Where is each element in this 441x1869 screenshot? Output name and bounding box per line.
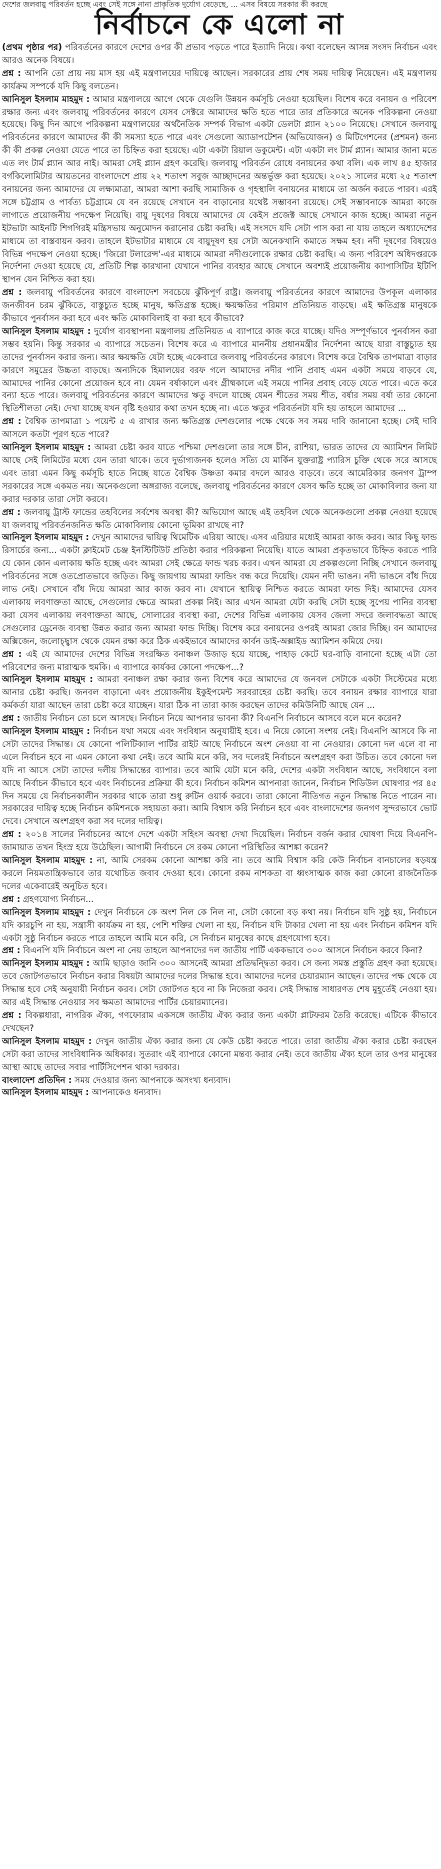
paragraph-text: জলবায়ু ট্রাস্ট ফান্ডের তহবিলের সর্বশেষ অবস্থা কী? অভিযোগ আছে এই তহবিল থেকে অনেকগুলো প্রকল্প নেওয়া হয়েছে যা জলবায়ু পরিবর্তনজনিত ক্ষতি মোকাবিলায় কোনো ভূমিকা রাখছে না? [2, 507, 437, 531]
paragraph-text: জাতীয় নির্বাচন তো চলে আসছে। নির্বাচন নিয়ে আপনার ভাবনা কী? বিএনপি নির্বাচনে আসবে বলে মনে করেন? [23, 714, 402, 725]
paragraph-text: নির্বাচন যথা সময়ে এবং সংবিধান অনুযায়ীই হবে। এ নিয়ে কোনো সংশয় নেই। বিএনপি আসবে কি না সেটা তাদের সিদ্ধান্ত। যে কোনো পলিটিক্যাল পার্টির রাইট আছে নির্বাচনে অংশ নেওয়া বা না নেওয়ার। কোনো দল এলে বা না এলে নির্বাচন হবে না এমন কোনো কথা নেই। তবে আমি মনে করি, সব দলেরই নির্বাচনে অংশগ্রহণ করা উচিত। তবে কোনো দল যদি না আসে সেটা তাদের দলীয় সিদ্ধান্তের ব্যাপার। তবে আমি যেটা মনে করি, দেশের একটা সংবিধান আছে, সংবিধানে বলা আছে নির্বাচন কীভাবে হবে এবং নির্বাচনের প্রক্রিয়া কী হবে। নির্বাচন কমিশন আপনারা জানেন, নির্বাচন শিডিউল ঘোষণার পর ৪৫ দিন সময়ে যে নির্বাচনকালীন সরকার থাকে তারা শুধু রুটিন ওয়ার্ক করবে। তারা কোনো নীতিগত নতুন সিদ্ধান্ত নিতে পারেন না। সরকারের দায়িত্ব হচ্ছে নির্বাচন কমিশনকে সহায়তা করা। আমি বিশ্বাস করি নির্বাচন হবে এবং বাংলাদেশের জনগণ সুন্দরভাবে ভোট দেবে। সেখানে অংশগ্রহণ করা সব দলের দায়িত্ব। [2, 727, 437, 828]
interview-paragraph [2, 94, 437, 288]
paragraph-text: এই যে আমাদের দেশের বিভিন্ন সংরক্ষিত বনাঞ্চল উজাড় হয়ে যাচ্ছে, পাহাড় কেটে ঘর-বাড়ি বানানো হচ্ছে এটা তো পরিবেশের জন্য মারাত্মক হুমকি। এ ব্যাপারে কার্যকর কোনো পদক্ষেপ...? [2, 649, 437, 673]
interview-paragraph [2, 674, 437, 713]
interview-paragraph [2, 649, 437, 675]
article-body [2, 42, 437, 1100]
interview-paragraph [2, 326, 437, 416]
interview-paragraph [2, 442, 437, 507]
question-label: প্রশ্ন : [2, 1010, 22, 1021]
headline: নির্বাচনে কে এলো না [94, 8, 345, 41]
interview-paragraph [2, 726, 437, 829]
paragraph-text: বিএনপি যদি নির্বাচনে অংশ না নেয় তাহলে আপনাদের দল জাতীয় পার্টি এককভাবে ৩০০ আসনে নির্বাচন করবে কিনা? [23, 946, 423, 957]
interview-paragraph [2, 1075, 437, 1088]
speaker-label: আনিসুল ইসলাম মাহমুদ : [2, 727, 91, 738]
question-label: প্রশ্ন : [2, 946, 21, 957]
speaker-label: আনিসুল ইসলাম মাহমুদ : [2, 959, 90, 970]
question-label: প্রশ্ন : [2, 507, 21, 518]
paragraph-text: আপনাকেও ধন্যবাদ। [91, 1088, 162, 1099]
paragraph-text: সময় দেওয়ার জন্য আপনাকে অসংখ্য ধন্যবাদ। [74, 1075, 231, 1086]
speaker-label: আনিসুল ইসলাম মাহমুদ : [2, 326, 91, 337]
question-label: প্রশ্ন : [2, 894, 21, 905]
paragraph-text: বিকল্পধারা, নাগরিক ঐক্য, গণফোরাম একসঙ্গে জাতীয় ঐক্য করার জন্য একটা প্লাটফরম তৈরি করেছে। এটিকে কীভাবে দেখছেন? [2, 1010, 437, 1034]
continuation-marker: (প্রথম পৃষ্ঠার পর) [2, 43, 63, 53]
speaker-label: আনিসুল ইসলাম মাহমুদ : [2, 1088, 89, 1099]
question-label: প্রশ্ন : [2, 714, 21, 725]
interview-paragraph [2, 1010, 437, 1036]
paragraph-text: বৈশ্বিক তাপমাত্রা ১ পয়েন্ট ৫ এ রাখার জন্য ক্ষতিগ্রস্ত দেশগুলোর পক্ষে থেকে সব সময় দাবি জানানো হচ্ছে। সেই দাবি আসলে কতটা পূরণ হতে পারে? [2, 417, 437, 441]
speaker-label: আনিসুল ইসলাম মাহমুদ : [2, 94, 90, 105]
question-label: প্রশ্ন : [2, 68, 22, 79]
paragraph-text: পরিবর্তনের কারণে দেশের ওপর কী প্রভাব পড়তে পারে ইত্যাদি নিয়ে। কথা বলেছেন আসন্ন সংসদ নির্বাচন এবং আরও অনেক বিষয়ে। [2, 43, 437, 66]
question-label: প্রশ্ন : [2, 830, 22, 841]
question-label: প্রশ্ন : [2, 288, 22, 299]
interview-paragraph [2, 958, 437, 1010]
speaker-label: আনিসুল ইসলাম মাহমুদ : [2, 1036, 92, 1047]
previous-article-tail: দেশের জলবায়ু পরিবর্তন হচ্ছে এবং সেই সঙ্গে নানা প্রাকৃতিক দুর্যোগ বেড়েছে, ... এসব বিষয়ে সরকার কী করছে [2, 0, 328, 9]
paragraph-text: দেখুন জাতীয় ঐক্য করার জন্য যে কেউ চেষ্টা করতে পারে। তারা জাতীয় ঐক্য করার চেষ্টা করছেন সেটা করা তাদের সাংবিধানিক অধিকার। সুতরাং এই ব্যাপারে কোনো মন্তব্য করার নেই। তবে জাতীয় ঐক্য হলে তার ওপর মানুষের আস্থা আছে তাদের সবার পার্টিসিপেশন থাকা দরকার। [2, 1036, 437, 1073]
interview-paragraph [2, 945, 437, 958]
interview-paragraph [2, 532, 437, 648]
interview-paragraph [2, 713, 437, 726]
paragraph-text: দেখুন আমাদের দ্বায়িত্ব থিমেটিক এরিয়া আছে। এসব এরিয়ার মধ্যেই আমরা কাজ করব। আর কিছু ফান্ড রিসার্চের জন্য... একটা ক্লাইমেট চেঞ্জ ইনস্টিটিউট প্রতিষ্ঠা করার পরিকল্পনা নিয়েছি। যাতে আমরা প্রকৃতভাবে চিহ্নিত করতে পারি যে কোন কোন এলাকায় ক্ষতি হচ্ছে এবং আমরা সেই ক্ষেত্রে ফান্ড খরচ করব। এখন আমরা যে প্রকল্পগুলো নিচ্ছি সেখানে জলবায়ু পরিবর্তনের সঙ্গে ওতপ্রোতভাবে জড়িত। কিছু জায়গায় আমরা ফান্ডিং বন্ধ করে দিয়েছি। যেমন নদী ভাঙন। নদী ভাঙনে বাঁধ দিয়ে লাভ নেই। সেখানে বাঁধ দিয়ে আমরা আর কাজ করব না। যেখানে স্থায়িত্ব নিশ্চিত করতে আমরা ফান্ড দিই। আমাদের যেসব এলাকায় লবণাক্ততা আছে, সেগুলোর ক্ষেত্রে আমরা প্রকল্প নিই। আর এখন আমরা যেটা করছি সেটা হচ্ছে সুপেয় পানির ব্যবস্থা করা যেসব এলাকায় লবণাক্ততা আছে, সোলারের ব্যবস্থা করা, দেশের বিভিন্ন এলাকায় যেসব জেলা সদরে জলাবদ্ধতা আছে সেগুলোর ড্রেনেজ ব্যবস্থা উন্নত করার জন্য আমরা ফান্ড দিচ্ছি। বিশেষ করে বনায়নের ওপরই আমরা জোর দিচ্ছি। বন আমাদের অক্সিজেন, জলোচ্ছ্বাস থেকে যেমন রক্ষা করে ঠিক একইভাবে আমাদের কার্বন ডাই-অক্সাইড অ্যামিশন কমিয়ে দেয়। [2, 533, 438, 647]
speaker-label: আনিসুল ইসলাম মাহমুদ : [2, 533, 90, 544]
interview-paragraph [2, 1036, 437, 1075]
interview-paragraph [2, 829, 437, 855]
interview-paragraph [2, 416, 437, 442]
interview-paragraph [2, 1087, 437, 1100]
interview-paragraph [2, 507, 437, 533]
interview-paragraph [2, 287, 437, 326]
interview-paragraph [2, 855, 437, 894]
paragraph-text: আমরা বনাঞ্চল রক্ষা করার জন্য বিশেষ করে আমাদের যে জনবল সেটাকে একটা সিস্টেমের মধ্যে আনার চেষ্টা করছি। জনবল বাড়ানো এবং প্রয়োজনীয় ইকুইপমেন্ট সরবরাহের চেষ্টা করছি। তবে বনায়ন রক্ষার ব্যাপারে যারা কর্মকর্তা যারা আছেন তারা চেষ্টা করে যাচ্ছেন। যারা ঠিক না তারা কাজ করছেন তাদের কমিউনিটি আছে যেন ... [2, 675, 438, 712]
paragraph-text: আমরা চেষ্টা করব যাতে পশ্চিমা দেশগুলো তার সঙ্গে চীন, রাশিয়া, ভারত তাদের যে অ্যামিশন লিমিট আছে সেই লিমিটের মধ্যে যেন তারা থাকে। তবে দুর্ভাগ্যজনক হলেও সত্যি যে মার্কিন যুক্তরাষ্ট্র প্যারিস চুক্তি থেকে সরে আসছে এবং তারা এমন কিছু কর্মসূচি হাতে নিচ্ছে যাতে বৈশ্বিক উষ্ণতা কমার বদলে আরও বাড়বে। তবে আমেরিকার জনগণ ট্রাম্প সরকারের সঙ্গে একমত নয়। অনেকগুলো অঙ্গরাজ্য বলেছে, জলবায়ু পরিবর্তনের কারণে যেসব ক্ষতি হচ্ছে তা মোকাবিলার জন্য যা করার দরকার তারা সেটা করবে। [2, 443, 438, 505]
speaker-label: আনিসুল ইসলাম মাহমুদ : [2, 856, 93, 867]
paragraph-text: দুর্যোগ ব্যবস্থাপনা মন্ত্রণালয় প্রতিনিয়ত এ ব্যাপারে কাজ করে যাচ্ছে। যদিও সম্পূর্ণভাবে পুনর্বাসন করা সম্ভব হয়নি। কিন্তু সরকার এ ব্যাপারে সচেতন। বিশেষ করে এ ব্যাপারে মাননীয় প্রধানমন্ত্রীর নির্দেশনা আছে যারা বাস্তুচ্যুত হয় তাদের পুনর্বাসন করার জন্য। আর ক্ষয়ক্ষতি যেটা হচ্ছে একেবারে জলবায়ু পরিবর্তনের কারণে। বিশেষ করে বৈশ্বিক তাপমাত্রা বাড়ার কারণে সমুদ্রের উচ্চতা বাড়ছে। অন্যদিকে হিমালয়ের বরফ গলে আমাদের নদীর পানি প্রবাহ এমন একটা সময়ে বাড়বে যে, আমাদের পানির কোনো প্রয়োজন হবে না। যেমন বর্ষাকালে এবং গ্রীষ্মকালে এই সময়ে পানির প্রবাহ বেড়ে যেতে পারে। এতে করে বন্যা হতে পারে। জলবায়ু পরিবর্তনের কারণে আমাদের ঋতু বদলে যাচ্ছে যেমন শীতের সময় শীত, বর্ষার সময় বর্ষা তার কোনো স্থিতিশীলতা নেই। দেখা যাচ্ছে যখন বৃষ্টি হওয়ার কথা তখন হচ্ছে না। এতে ঋতুর পরিবর্তনটা যদি হয় তাহলে আমাদের ... [2, 326, 437, 415]
paragraph-text: না, আমি সেরকম কোনো আশঙ্কা করি না। তবে আমি বিশ্বাস করি কেউ নির্বাচন বানচালের ষড়যন্ত্র করলে নিয়মতান্ত্রিকভাবে তার যথোচিত জবাব দেওয়া হবে। কোনো রকম নাশকতা বা ধ্বংসাত্মক কাজ করা কোনো রাজনৈতিক দলের একেবারেই অনুচিত হবে। [2, 856, 438, 892]
speaker-label: আনিসুল ইসলাম মাহমুদ : [2, 675, 94, 686]
interview-paragraph [2, 68, 437, 94]
paragraph-text: আমি ছাড়াও জানি ৩০০ আসনেই আমরা প্রতিদ্বন্দ্বিতা করব। সে জন্য সমস্ত প্রস্তুতি গ্রহণ করা হয়েছে। তবে জোটগতভাবে নির্বাচন করার বিষয়টা আমাদের দলের সিদ্ধান্ত হবে। আমাদের দলের চেয়ারম্যান আছেন। তাদের পক্ষ থেকে যে সিদ্ধান্ত হবে সেই অনুযায়ী নির্বাচন করব। সেটা জোটগত হবে না কি নিজেরা করব। সেই সিদ্ধান্ত সাধারণত শেষ মুহূর্তেই নেওয়া হয়। আর এই সিদ্ধান্ত নেওয়ার সব ক্ষমতা আমাদের পার্টির চেয়ারম্যানের। [2, 959, 438, 1009]
speaker-label: বাংলাদেশ প্রতিদিন : [2, 1075, 72, 1086]
paragraph-text: ২০১৪ সালের নির্বাচনের আগে দেশে একটা সহিংস অবস্থা দেখা দিয়েছিল। নির্বাচন বর্জন করার ঘোষণা দিয়ে বিএনপি-জামায়াত তখন হিংস্র হয়ে উঠেছিল। আগামী নির্বাচনে সে রকম কোনো পরিস্থিতির আশঙ্কা করেন? [2, 830, 437, 854]
speaker-label: আনিসুল ইসলাম মাহমুদ : [2, 443, 91, 454]
speaker-label: আনিসুল ইসলাম মাহমুদ : [2, 907, 91, 918]
paragraph-text: আমার মন্ত্রণালয়ে আগে থেকে যেগুলি উন্নয়ন কর্মসূচি নেওয়া হয়েছিল। বিশেষ করে বনায়ন ও পরিবেশ রক্ষার জন্য এবং জলবায়ু পরিবর্তনের কারণে যেসব সেক্টরে আমাদের ক্ষতি হতে পারে তার প্রতিকারে অনেক পরিকল্পনা নেওয়া হয়েছে। কিছু দিন আগে পরিকল্পনা মন্ত্রণালয়ের অর্থনৈতিক সম্পর্ক বিভাগ একটা ডেলটা প্ল্যান ২১০০ নিয়েছে। সেখানে জলবায়ু পরিবর্তনের কারণে আমাদের কী কী সমস্যা হতে পারে এবং সেগুলো অ্যাডাপটেশন (অভিযোজন) ও মিটিগেশনের (প্রশমন) জন্য কী কী প্রকল্প নেওয়া যেতে পারে তা চিহ্নিত করা হয়েছে। এটা একটা রিয়াল ডকুমেন্ট। এটা একটা লং টার্ম প্ল্যান। আমার জানা মতে এত লং টার্ম প্ল্যান আর নাই। আমরা সেই প্ল্যান গ্রহণ করেছি। জলবায়ু পরিবর্তন রোধে বনায়নের কথা বলি। এক লাখ ৪৫ হাজার বর্গকিলোমিটার আয়তনের বাংলাদেশে প্রায় ২২ শতাংশ সবুজ আচ্ছাদনের অন্তর্ভুক্ত করা হয়েছে। ২০২১ সালের মধ্যে ২৫ শতাংশ বনায়নের জন্য আমাদের যে লক্ষ্যমাত্রা, আমরা আশা করছি সামাজিক ও গৃহস্থালি বনায়নের মাধ্যমে তা অর্জন করতে পারব। এরই সঙ্গে চট্টগ্রাম ও পার্বত্য চট্টগ্রামে যে বন রয়েছে সেখানে বন বাড়ানোর যথেষ্ট সম্ভাবনা রয়েছে। সেই সম্ভাবনাকে আমরা কাজে লাগাতে প্রয়োজনীয় পদক্ষেপ নিয়েছি। বায়ু দূষণের বিষয়ে আমাদের যে কেইস প্রজেক্ট আছে সেখানে কাজ হচ্ছে। আমরা নতুন ইটভাটা আইনটি শিগগিরই মন্ত্রিসভায় অনুমোদন করানোর চেষ্টা করছি। এই সংসদে যদি সেটা পাস করা না যায় তাহলে অধ্যাদেশের মাধ্যমে তা বাস্তবায়ন করব। তাহলে ইটভাটার মাধ্যমে যে বায়ুদূষণ হয় সেটা অনেকখানি কমাতে সক্ষম হব। নদী দূষণের বিষয়েও বিভিন্ন পদক্ষেপ নেওয়া হচ্ছে। 'জিরো টলারেন্স'-এর মাধ্যমে আমরা নদীগুলোকে রক্ষার চেষ্টা করছি। এ জন্য পরিবেশ অধিদপ্তরকে নির্দেশনা দেওয়া হয়েছে যে, প্রতিটি শিল্প কারখানা যেখানে পানির ব্যবহার আছে সেখানে অবশ্যই প্রয়োজনীয় ক্যাপাসিটির ইটিপি স্থাপন যেন নিশ্চিত করা হয়। [2, 94, 438, 286]
paragraph-text: জলবায়ু পরিবর্তনের কারণে বাংলাদেশ সবচেয়ে ঝুঁকিপূর্ণ রাষ্ট্র। জলবায়ু পরিবর্তনের কারণে আমাদের উপকূল এলাকার জনজীবন চরম ঝুঁকিতে, বাস্তুচ্যুত হচ্ছে মানুষ, ক্ষতিগ্রস্ত হচ্ছে। ক্ষয়ক্ষতির পরিমাণ প্রতিনিয়ত বাড়ছে। এই ক্ষতিগ্রস্ত মানুষকে কীভাবে পুনর্বাসন করা হবে এবং ক্ষতি মোকাবিলাই বা করা হবে কীভাবে? [2, 288, 438, 325]
paragraph-text: দেখুন নির্বাচনে কে অংশ নিল কে নিল না, সেটা কোনো বড় কথা নয়। নির্বাচন যদি সুষ্ঠু হয়, নির্বাচনে যদি কারচুপি না হয়, সন্ত্রাসী কার্যক্রম না হয়, পেশি শক্তির খেলা না হয়, নির্বাচন যদি টাকার খেলা না হয় এবং নির্বাচন কমিশন যদি একটা সুষ্ঠু নির্বাচন করতে পারে তাহলে আমি মনে করি, সে নির্বাচন মানুষের কাছে গ্রহণযোগ্য হবে। [2, 907, 438, 944]
paragraph-text: আপনি তো প্রায় নয় মাস হয় এই মন্ত্রণালয়ের দায়িত্বে আছেন। সরকারের প্রায় শেষ সময় দায়িত্ব নিয়েছেন। এই মন্ত্রণালয় কার্যক্রম সম্পর্কে যদি কিছু বলতেন। [2, 68, 437, 92]
question-label: প্রশ্ন : [2, 417, 22, 428]
paragraph-text: গ্রহণযোগ্য নির্বাচন... [23, 894, 94, 905]
question-label: প্রশ্ন : [2, 649, 22, 660]
interview-paragraph [2, 907, 437, 946]
interview-paragraph [2, 42, 437, 68]
interview-paragraph [2, 894, 437, 907]
